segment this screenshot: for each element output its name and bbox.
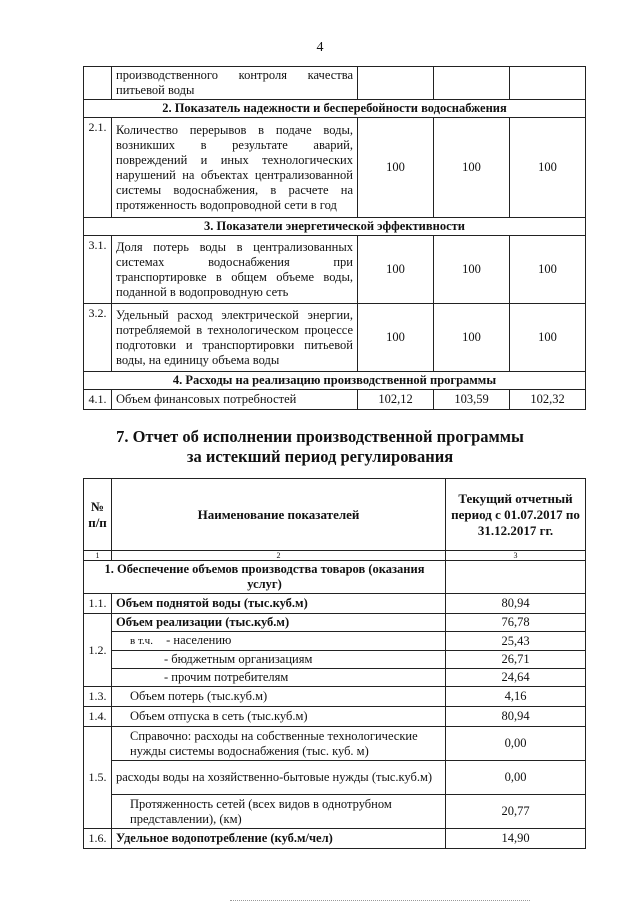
section-row (84, 561, 586, 594)
row-number: 1.2. (84, 614, 112, 687)
table-row (84, 118, 586, 218)
row-value: 26,71 (446, 651, 586, 669)
row-number: 4.1. (84, 390, 112, 410)
row-value: 4,16 (446, 687, 586, 707)
table-row (84, 594, 586, 614)
row-value: 100 (510, 118, 586, 218)
column-index: 1 (84, 551, 112, 561)
row-value: 100 (358, 236, 434, 304)
row-description: производственного контроля качества питьевой воды (112, 67, 358, 100)
row-value: 0,00 (446, 727, 586, 761)
row-description: Удельный расход электрической энергии, потребляемой в технологическом процессе подготовки и транспортировки питьевой воды, на единицу объема воды (112, 304, 358, 372)
row-value: 100 (510, 304, 586, 372)
table-row (84, 632, 586, 651)
table-row (84, 687, 586, 707)
row-value: 100 (434, 304, 510, 372)
heading-line-1: 7. Отчет об исполнении производственной программы (116, 427, 524, 446)
row-number: 1.1. (84, 594, 112, 614)
row-value: 80,94 (446, 594, 586, 614)
row-description: Количество перерывов в подаче воды, возникших в результате аварий, повреждений и иных технологических нарушений на объектах централизованной системы водоснабжения, в расчете на протяженность водопроводной сети в год (112, 118, 358, 218)
row-value: 25,43 (446, 632, 586, 651)
header-name: Наименование показателей (112, 479, 446, 551)
table-row (84, 795, 586, 829)
row-value: 100 (358, 118, 434, 218)
row-name: Удельное водопотребление (куб.м/чел) (112, 829, 446, 849)
program-report-table (83, 478, 586, 849)
table-row (84, 390, 586, 410)
row-description: Доля потерь воды в централизованных системах водоснабжения при транспортировке в общем объеме воды, поданной в водопроводную сеть (112, 236, 358, 304)
section-title: 3. Показатели энергетической эффективности (84, 218, 586, 236)
row-value: 100 (434, 118, 510, 218)
table-row (84, 67, 586, 100)
row-number: 1.3. (84, 687, 112, 707)
table-row (84, 614, 586, 632)
section-title: 4. Расходы на реализацию производственной программы (84, 372, 586, 390)
row-value: 76,78 (446, 614, 586, 632)
row-value: 100 (434, 236, 510, 304)
row-name: - прочим потребителям (112, 669, 446, 687)
row-number: 1.5. (84, 727, 112, 829)
row-name: расходы воды на хозяйственно-бытовые нужды (тыс.куб.м) (112, 761, 446, 795)
row-value: 24,64 (446, 669, 586, 687)
table-row (84, 707, 586, 727)
table-row (84, 761, 586, 795)
section-title: 2. Показатель надежности и бесперебойности водоснабжения (84, 100, 586, 118)
row-value: 100 (358, 304, 434, 372)
section-title: 1. Обеспечение объемов производства товаров (оказания услуг) (84, 561, 446, 594)
row-name: Объем отпуска в сеть (тыс.куб.м) (112, 707, 446, 727)
table-row (84, 236, 586, 304)
section-row (84, 218, 586, 236)
section-row (84, 372, 586, 390)
heading-line-2: за истекший период регулирования (186, 447, 454, 466)
row-number: 3.1. (84, 236, 112, 304)
row-number: 3.2. (84, 304, 112, 372)
column-index-row (84, 551, 586, 561)
row-value: 100 (510, 236, 586, 304)
row-name: Протяженность сетей (всех видов в однотрубном представлении), (км) (112, 795, 446, 829)
column-index: 3 (446, 551, 586, 561)
table-row (84, 669, 586, 687)
row-name: - бюджетным организациям (112, 651, 446, 669)
column-index: 2 (112, 551, 446, 561)
header-period: Текущий отчетный период с 01.07.2017 по 31.12.2017 гг. (446, 479, 586, 551)
section-heading (0, 427, 640, 467)
row-value: 103,59 (434, 390, 510, 410)
table-header-row (84, 479, 586, 551)
indicators-table-continued (83, 66, 586, 410)
row-number: 1.6. (84, 829, 112, 849)
row-name: Объем потерь (тыс.куб.м) (112, 687, 446, 707)
section-row (84, 100, 586, 118)
row-name: Справочно: расходы на собственные технологические нужды системы водоснабжения (тыс. куб. м) (112, 727, 446, 761)
row-value: 14,90 (446, 829, 586, 849)
row-prefix: в т.ч. (130, 635, 153, 647)
row-description: Объем финансовых потребностей (112, 390, 358, 410)
row-value: 0,00 (446, 761, 586, 795)
row-number: 2.1. (84, 118, 112, 218)
header-number: № п/п (84, 479, 112, 551)
row-name: Объем поднятой воды (тыс.куб.м) (112, 594, 446, 614)
row-value: 20,77 (446, 795, 586, 829)
table-row (84, 829, 586, 849)
page-number: 4 (316, 40, 324, 55)
row-name: - населению (166, 633, 232, 647)
table-row (84, 651, 586, 669)
row-value: 102,12 (358, 390, 434, 410)
table-row (84, 727, 586, 761)
footer-line (230, 900, 530, 902)
table-row (84, 304, 586, 372)
row-number: 1.4. (84, 707, 112, 727)
row-value: 80,94 (446, 707, 586, 727)
row-value: 102,32 (510, 390, 586, 410)
row-name: Объем реализации (тыс.куб.м) (112, 614, 446, 632)
